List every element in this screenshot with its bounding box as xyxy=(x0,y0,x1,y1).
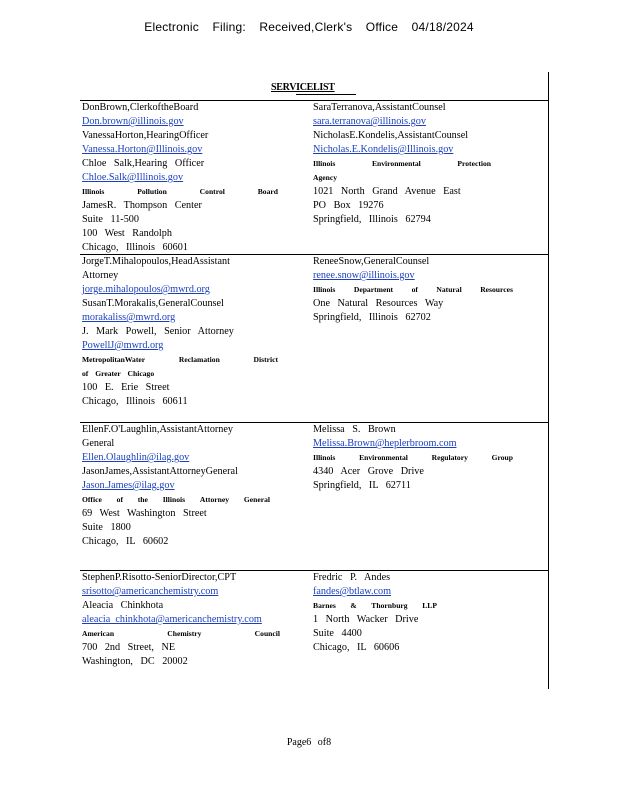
email-link[interactable]: aleacia_chinkhota@americanchemistry.com xyxy=(82,614,262,625)
organization-name: Illinois Environmental Protection xyxy=(313,159,491,168)
page-number: Page6 of8 xyxy=(286,737,332,748)
contact-line: 4340 Acer Grove Drive xyxy=(313,466,424,477)
email-link[interactable]: Nicholas.E.Kondelis@Illinois.gov xyxy=(313,144,454,155)
contact-line: General xyxy=(82,438,115,449)
contact-line: Springfield, Illinois 62794 xyxy=(313,214,431,225)
contact-line: StephenP.Risotto-SeniorDirector,CPT xyxy=(82,572,237,583)
contact-line: Fredric P. Andes xyxy=(313,572,391,583)
contact-line: 1 North Wacker Drive xyxy=(313,614,419,625)
contact-line: SaraTerranova,AssistantCounsel xyxy=(313,102,446,113)
contact-line: 700 2nd Street, NE xyxy=(82,642,176,653)
contact-line: Attorney xyxy=(82,270,119,281)
email-link[interactable]: renee.snow@illinois.gov xyxy=(313,270,415,281)
title-underline xyxy=(296,94,356,95)
contact-line: Chicago, IL 60602 xyxy=(82,536,169,547)
service-entry-illinois-pollution-control-board xyxy=(82,101,278,255)
email-link[interactable]: Jason.James@ilag.gov xyxy=(82,480,175,491)
email-link[interactable]: Vanessa.Horton@Illinois.gov xyxy=(82,144,203,155)
email-link[interactable]: morakaliss@mwrd.org xyxy=(82,312,176,323)
organization-name: Barnes & Thornburg LLP xyxy=(313,601,437,610)
service-entry-idnr xyxy=(313,255,513,325)
contact-line: Melissa S. Brown xyxy=(313,424,396,435)
contact-line: PO Box 19276 xyxy=(313,200,384,211)
contact-line: JasonJames,AssistantAttorneyGeneral xyxy=(82,466,238,477)
email-link[interactable]: sara.terranova@illinois.gov xyxy=(313,116,426,127)
contact-line: Suite 4400 xyxy=(313,628,362,639)
contact-line: EllenF.O'Laughlin,AssistantAttorney xyxy=(82,424,234,435)
contact-line: Washington, DC 20002 xyxy=(82,656,188,667)
contact-line: JamesR. Thompson Center xyxy=(82,200,202,211)
contact-line: One Natural Resources Way xyxy=(313,298,444,309)
email-link[interactable]: jorge.mihalopoulos@mwrd.org xyxy=(82,284,210,295)
contact-line: ReneeSnow,GeneralCounsel xyxy=(313,256,430,267)
organization-name: MetropolitanWater Reclamation District xyxy=(82,355,278,364)
contact-line: Suite 1800 xyxy=(82,522,131,533)
contact-line: 100 E. Erie Street xyxy=(82,382,170,393)
contact-line: Chicago, Illinois 60601 xyxy=(82,242,188,253)
contact-line: J. Mark Powell, Senior Attorney xyxy=(82,326,234,337)
contact-line: Springfield, Illinois 62702 xyxy=(313,312,431,323)
organization-name: of Greater Chicago xyxy=(82,369,155,378)
email-link[interactable]: fandes@btlaw.com xyxy=(313,586,392,597)
service-entry-attorney-general xyxy=(82,423,270,549)
service-entry-mwrd xyxy=(82,255,278,409)
contact-line: 69 West Washington Street xyxy=(82,508,207,519)
email-link[interactable]: Chloe.Salk@Illinois.gov xyxy=(82,172,184,183)
service-entry-barnes-thornburg xyxy=(313,571,437,655)
organization-name: American Chemistry Council xyxy=(82,629,280,638)
email-link[interactable]: Don.brown@illinois.gov xyxy=(82,116,184,127)
contact-line: SusanT.Morakalis,GeneralCounsel xyxy=(82,298,224,309)
email-link[interactable]: PowellJ@mwrd.org xyxy=(82,340,164,351)
organization-name: Office of the Illinois Attorney General xyxy=(82,495,270,504)
service-entry-illinois-epa xyxy=(313,101,491,227)
contact-line: Chloe Salk,Hearing Officer xyxy=(82,158,205,169)
email-link[interactable]: Melissa.Brown@heplerbroom.com xyxy=(313,438,457,449)
contact-line: NicholasE.Kondelis,AssistantCounsel xyxy=(313,130,469,141)
contact-line: Suite 11-500 xyxy=(82,214,139,225)
email-link[interactable]: srisotto@americanchemistry.com xyxy=(82,586,219,597)
service-list-title: SERVICELIST xyxy=(271,82,335,93)
service-entry-ierg xyxy=(313,423,513,493)
service-entry-american-chemistry-council xyxy=(82,571,280,669)
contact-line: Chicago, IL 60606 xyxy=(313,642,400,653)
contact-line: Aleacia Chinkhota xyxy=(82,600,164,611)
email-link[interactable]: Ellen.Olaughlin@ilag.gov xyxy=(82,452,190,463)
table-right-border xyxy=(548,72,549,689)
contact-line: DonBrown,ClerkoftheBoard xyxy=(82,102,199,113)
organization-name: Agency xyxy=(313,173,338,182)
contact-line: Chicago, Illinois 60611 xyxy=(82,396,188,407)
contact-line: Springfield, IL 62711 xyxy=(313,480,411,491)
contact-line: 100 West Randolph xyxy=(82,228,172,239)
contact-line: 1021 North Grand Avenue East xyxy=(313,186,461,197)
contact-line: VanessaHorton,HearingOfficer xyxy=(82,130,209,141)
organization-name: Illinois Department of Natural Resources xyxy=(313,285,513,294)
organization-name: Illinois Environmental Regulatory Group xyxy=(313,453,513,462)
filing-header: Electronic Filing: Received,Clerk's Office 04/18/2024 xyxy=(144,20,474,34)
organization-name: Illinois Pollution Control Board xyxy=(82,187,278,196)
contact-line: JorgeT.Mihalopoulos,HeadAssistant xyxy=(82,256,230,267)
